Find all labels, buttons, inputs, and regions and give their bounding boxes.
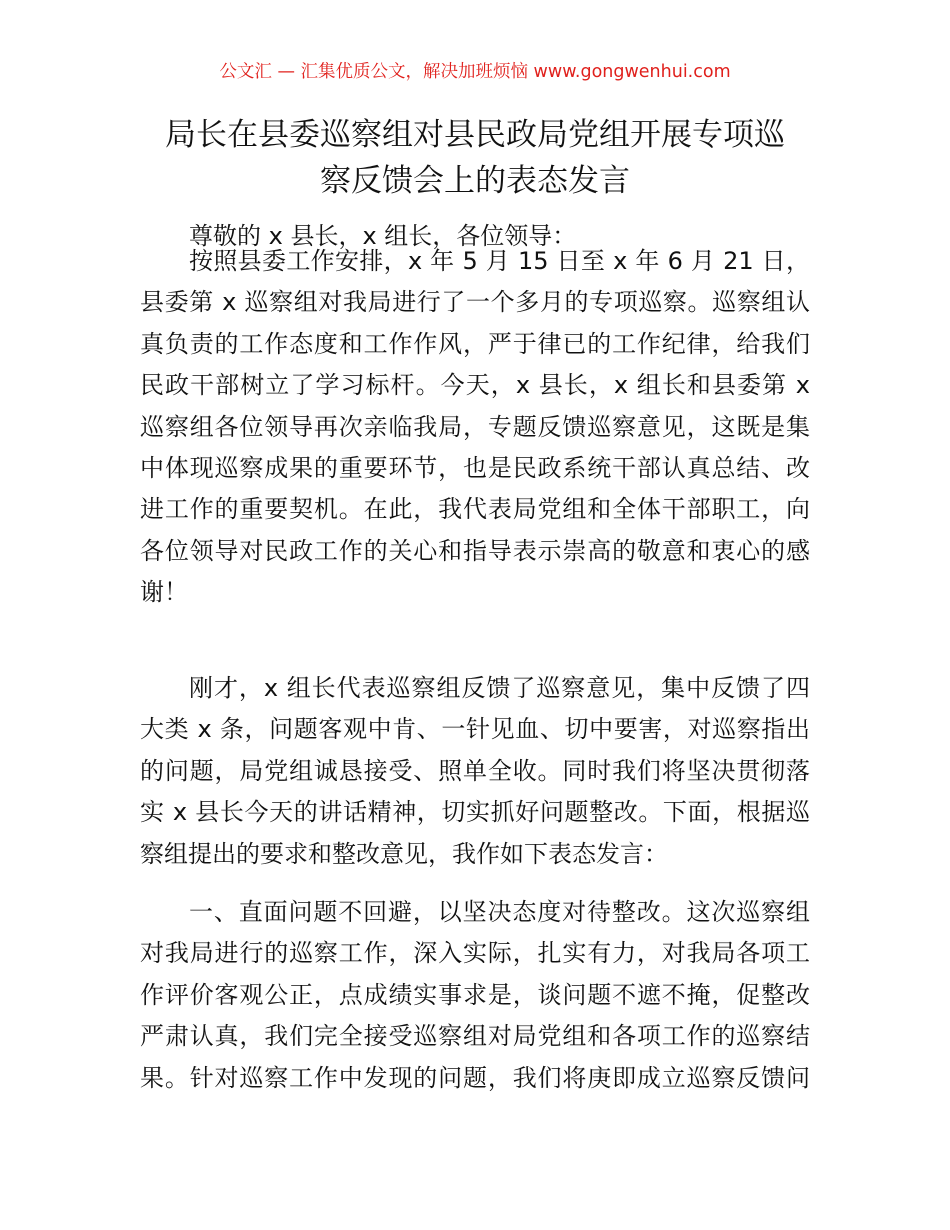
paragraph-line: 果。针对巡察工作中发现的问题，我们将庚即成立巡察反馈问 [140, 1063, 810, 1092]
paragraph-line: 一、直面问题不回避，以坚决态度对待整改。这次巡察组 [189, 898, 810, 926]
paragraph-line: 县委第 x 巡察组对我局进行了一个多月的专项巡察。巡察组认 [140, 288, 810, 317]
paragraph-line: 对我局进行的巡察工作，深入实际，扎实有力，对我局各项工 [140, 939, 810, 968]
paragraph-line: 中体现巡察成果的重要环节，也是民政系统干部认真总结、改 [140, 453, 810, 482]
paragraph-line: 察组提出的要求和整改意见，我作如下表态发言： [140, 839, 668, 868]
paragraph-2 [140, 668, 810, 875]
paragraph-line: 按照县委工作安排，x 年 5 月 15 日至 x 年 6 月 21 日， [189, 247, 810, 275]
salutation-text: 尊敬的 x 县长，x 组长，各位领导： [189, 222, 577, 250]
paragraph-line: 的问题，局党组诚恳接受、照单全收。同时我们将坚决贯彻落 [140, 756, 810, 785]
paragraph-line: 各位领导对民政工作的关心和指导表示崇高的敬意和衷心的感 [140, 536, 810, 565]
paragraph-line: 严肃认真，我们完全接受巡察组对局党组和各项工作的巡察结 [140, 1022, 810, 1051]
title-line: 察反馈会上的表态发言 [320, 163, 630, 199]
paragraph-line: 刚才，x 组长代表巡察组反馈了巡察意见，集中反馈了四 [189, 674, 810, 702]
paragraph-line: 进工作的重要契机。在此，我代表局党组和全体干部职工，向 [140, 495, 810, 524]
paragraph-line: 大类 x 条，问题客观中肯、一针见血、切中要害，对巡察指出 [140, 715, 810, 744]
paragraph-line: 实 x 县长今天的讲话精神，切实抓好问题整改。下面，根据巡 [140, 798, 810, 827]
paragraph-3 [140, 892, 810, 1099]
watermark-header: 公文汇 — 汇集优质公文，解决加班烦恼 www.gongwenhui.com [219, 62, 731, 82]
paragraph-line: 民政干部树立了学习标杆。今天，x 县长，x 组长和县委第 x [140, 371, 810, 400]
title-line: 局长在县委巡察组对县民政局党组开展专项巡 [165, 117, 785, 153]
paragraph-line: 作评价客观公正，点成绩实事求是，谈问题不遮不掩，促整改 [140, 980, 810, 1009]
paragraph-1 [140, 241, 810, 614]
paragraph-line: 谢！ [140, 578, 188, 607]
paragraph-line: 巡察组各位领导再次亲临我局，专题反馈巡察意见，这既是集 [140, 412, 810, 441]
document-title [120, 112, 830, 204]
paragraph-line: 真负责的工作态度和工作作风，严于律已的工作纪律，给我们 [140, 329, 810, 358]
